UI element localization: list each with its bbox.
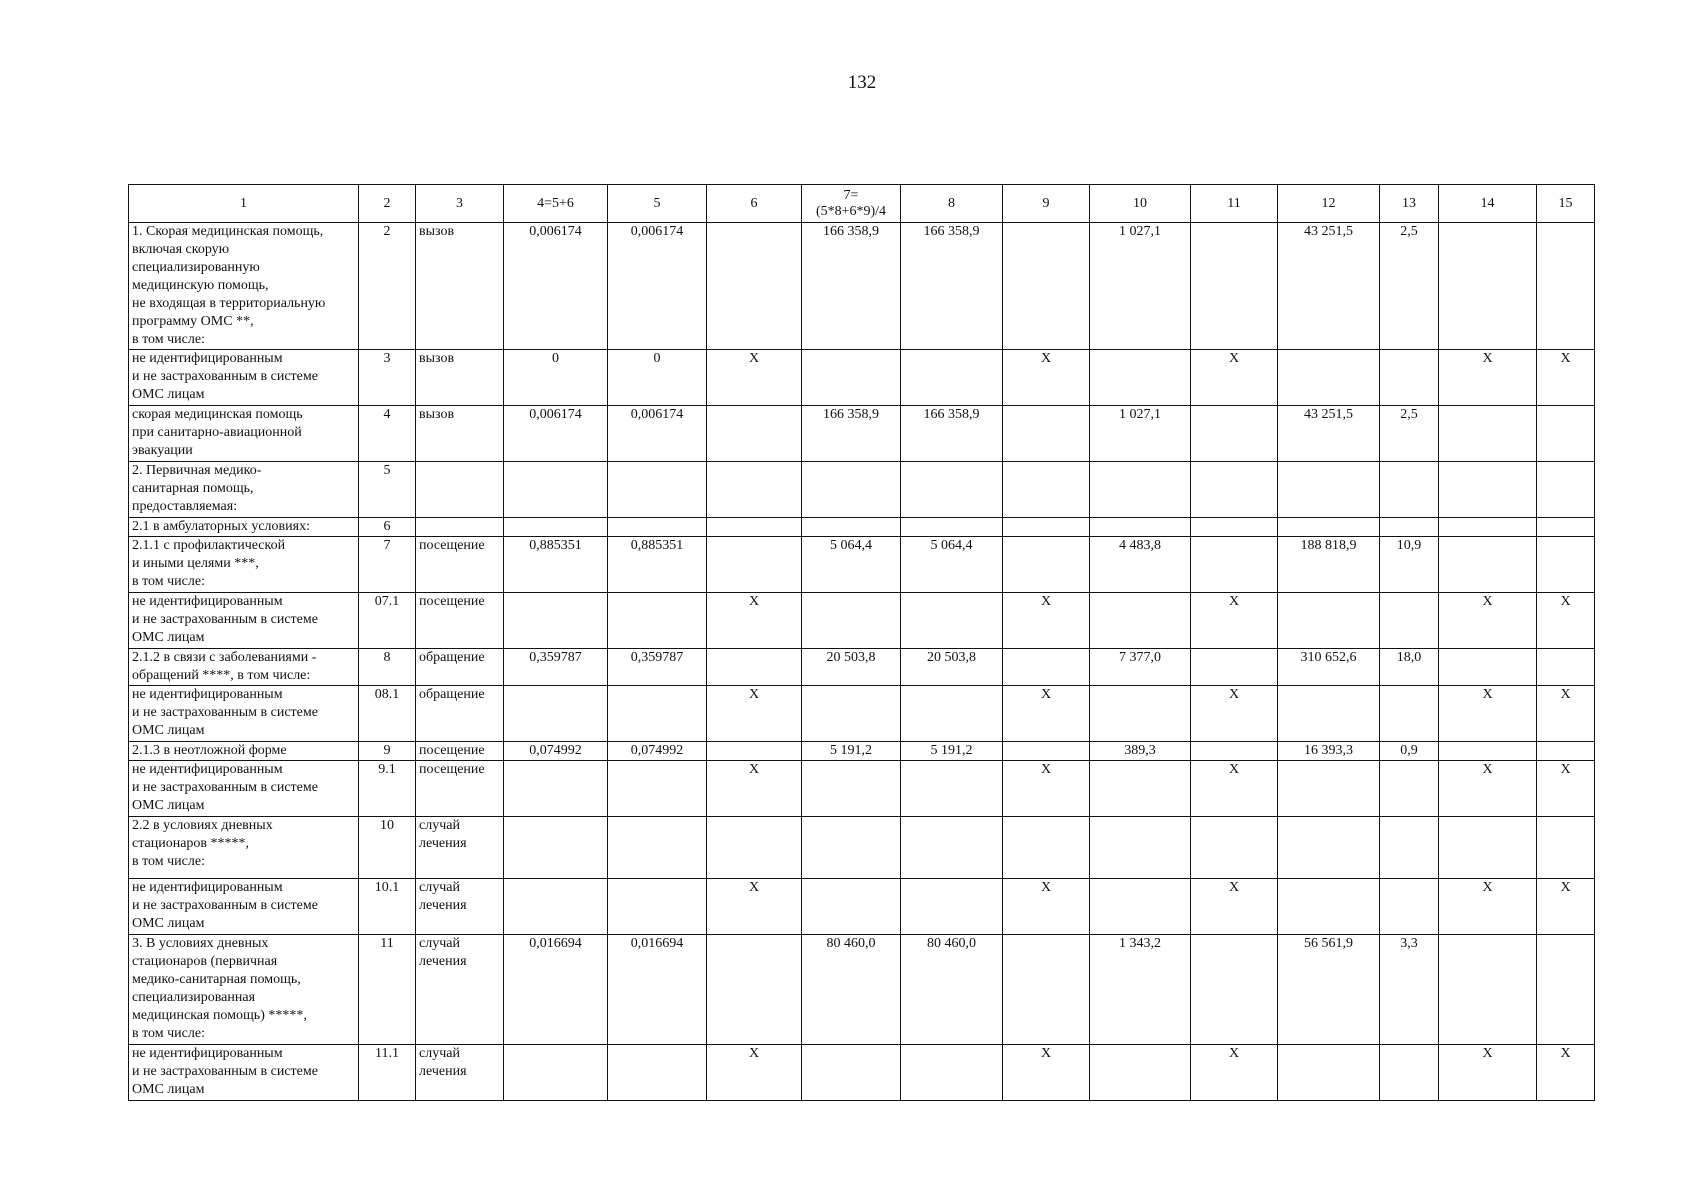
table-cell [1003, 518, 1090, 537]
column-header-9: 9 [1003, 185, 1090, 223]
table-cell: 166 358,9 [901, 223, 1003, 350]
table-cell [1439, 817, 1537, 879]
table-cell [1191, 742, 1278, 761]
column-header-3: 3 [416, 185, 504, 223]
table-cell [608, 593, 707, 649]
table-cell [802, 879, 901, 935]
column-header-8: 8 [901, 185, 1003, 223]
table-cell [1191, 223, 1278, 350]
table-cell: X [1003, 350, 1090, 406]
table-cell: вызов [416, 350, 504, 406]
table-cell: 5 191,2 [901, 742, 1003, 761]
table-cell [1090, 1045, 1191, 1101]
table-row [129, 537, 1595, 593]
table-cell: 1 027,1 [1090, 406, 1191, 462]
table-cell [1090, 462, 1191, 518]
table-cell [1003, 223, 1090, 350]
table-cell: 5 064,4 [901, 537, 1003, 593]
table-cell [1191, 935, 1278, 1045]
table-cell [901, 817, 1003, 879]
table-cell [901, 686, 1003, 742]
table-row [129, 761, 1595, 817]
column-header-5: 5 [608, 185, 707, 223]
table-cell: 166 358,9 [901, 406, 1003, 462]
table-cell: 1 343,2 [1090, 935, 1191, 1045]
column-header-15: 15 [1537, 185, 1595, 223]
table-row [129, 406, 1595, 462]
column-header-6: 6 [707, 185, 802, 223]
table-cell: X [1191, 350, 1278, 406]
table-cell: 3. В условиях дневных стационаров (первичная медико-санитарная помощь, специализированная медицинская помощь) *****, в том числе: [129, 935, 359, 1045]
table-cell [1090, 593, 1191, 649]
table-cell [1003, 817, 1090, 879]
table-cell: 5 [359, 462, 416, 518]
table-cell: X [1537, 761, 1595, 817]
table-cell: 10,9 [1380, 537, 1439, 593]
data-table [128, 184, 1595, 1101]
table-cell [1439, 518, 1537, 537]
table-cell [1278, 593, 1380, 649]
table-cell: 7 377,0 [1090, 649, 1191, 686]
table-cell [802, 817, 901, 879]
table-cell [416, 518, 504, 537]
table-cell [1090, 686, 1191, 742]
table-cell [504, 761, 608, 817]
table-cell: X [1537, 350, 1595, 406]
table-cell: не идентифицированным и не застрахованным в системе ОМС лицам [129, 686, 359, 742]
table-cell [504, 817, 608, 879]
table-cell [1537, 742, 1595, 761]
column-header-11: 11 [1191, 185, 1278, 223]
table-cell [1191, 406, 1278, 462]
table-cell: не идентифицированным и не застрахованным в системе ОМС лицам [129, 879, 359, 935]
table-cell [707, 462, 802, 518]
table-cell: 0,016694 [504, 935, 608, 1045]
table-cell: случай лечения [416, 935, 504, 1045]
table-cell: 11 [359, 935, 416, 1045]
table-cell: 6 [359, 518, 416, 537]
table-cell: 0,006174 [504, 223, 608, 350]
table-row [129, 350, 1595, 406]
table-cell [707, 518, 802, 537]
table-cell [1090, 817, 1191, 879]
table-cell: не идентифицированным и не застрахованным в системе ОМС лицам [129, 1045, 359, 1101]
table-cell [1003, 935, 1090, 1045]
table-cell [1278, 761, 1380, 817]
table-row [129, 1045, 1595, 1101]
table-cell: X [1191, 686, 1278, 742]
table-cell: X [1191, 761, 1278, 817]
table-cell [1003, 462, 1090, 518]
page-number: 132 [847, 72, 877, 93]
table-cell: 2.2 в условиях дневных стационаров *****, в том числе: [129, 817, 359, 879]
table-cell: посещение [416, 593, 504, 649]
table-cell: посещение [416, 742, 504, 761]
table-cell: 2.1.3 в неотложной форме [129, 742, 359, 761]
table-cell: X [1439, 1045, 1537, 1101]
table-cell [1278, 686, 1380, 742]
table-cell [1537, 817, 1595, 879]
table-cell [1537, 223, 1595, 350]
table-cell: X [707, 686, 802, 742]
table-cell: X [707, 593, 802, 649]
table-row [129, 686, 1595, 742]
table-cell: 1. Скорая медицинская помощь, включая скорую специализированную медицинскую помощь, не входящая в территориальную программу ОМС **, в том числе: [129, 223, 359, 350]
table-cell: 0,016694 [608, 935, 707, 1045]
table-cell [1191, 518, 1278, 537]
table-cell: 2,5 [1380, 223, 1439, 350]
table-cell [1380, 686, 1439, 742]
table-cell: 18,0 [1380, 649, 1439, 686]
table-cell [1278, 1045, 1380, 1101]
table-cell [608, 761, 707, 817]
table-cell: X [1439, 350, 1537, 406]
table-cell [1537, 649, 1595, 686]
table-cell [1191, 462, 1278, 518]
table-cell: 08.1 [359, 686, 416, 742]
table-row [129, 817, 1595, 879]
table-cell [802, 761, 901, 817]
table-cell [504, 1045, 608, 1101]
table-cell: 5 064,4 [802, 537, 901, 593]
table-cell [901, 879, 1003, 935]
table-cell [608, 518, 707, 537]
table-cell [1090, 879, 1191, 935]
table-cell [1439, 537, 1537, 593]
column-header-14: 14 [1439, 185, 1537, 223]
table-cell: не идентифицированным и не застрахованным в системе ОМС лицам [129, 761, 359, 817]
table-cell [1380, 879, 1439, 935]
table-cell [802, 350, 901, 406]
table-cell: 16 393,3 [1278, 742, 1380, 761]
table-cell: 11.1 [359, 1045, 416, 1101]
table-cell [901, 1045, 1003, 1101]
table-cell: 0 [504, 350, 608, 406]
table-row [129, 935, 1595, 1045]
table-cell [1439, 742, 1537, 761]
table-cell [608, 462, 707, 518]
column-header-2: 2 [359, 185, 416, 223]
table-cell [707, 406, 802, 462]
table-cell: X [1439, 761, 1537, 817]
table-cell [901, 462, 1003, 518]
table-cell: X [1191, 593, 1278, 649]
table-cell: 43 251,5 [1278, 223, 1380, 350]
table-cell: 310 652,6 [1278, 649, 1380, 686]
column-header-12: 12 [1278, 185, 1380, 223]
table-cell: X [707, 1045, 802, 1101]
table-cell: X [1003, 761, 1090, 817]
table-cell [504, 518, 608, 537]
column-header-4: 4=5+6 [504, 185, 608, 223]
table-cell: не идентифицированным и не застрахованным в системе ОМС лицам [129, 350, 359, 406]
table-row [129, 593, 1595, 649]
table-cell [1278, 462, 1380, 518]
table-cell: X [1191, 879, 1278, 935]
table-cell: вызов [416, 406, 504, 462]
table-cell [504, 462, 608, 518]
table-cell: X [1191, 1045, 1278, 1101]
table-cell [1537, 537, 1595, 593]
table-cell: X [1003, 879, 1090, 935]
table-cell [901, 350, 1003, 406]
table-cell: X [1537, 593, 1595, 649]
table-cell: X [707, 350, 802, 406]
table-cell [1003, 537, 1090, 593]
table-cell [1537, 518, 1595, 537]
table-cell: 2,5 [1380, 406, 1439, 462]
table-row [129, 462, 1595, 518]
table-cell [901, 518, 1003, 537]
table-cell [1439, 649, 1537, 686]
table-cell: X [1537, 686, 1595, 742]
column-header-10: 10 [1090, 185, 1191, 223]
column-header-1: 1 [129, 185, 359, 223]
table-cell [1003, 742, 1090, 761]
table-cell [707, 223, 802, 350]
table-cell [901, 593, 1003, 649]
table-cell: 0,074992 [504, 742, 608, 761]
table-cell [504, 879, 608, 935]
table-cell [802, 1045, 901, 1101]
table-cell [1090, 761, 1191, 817]
table-cell: 9 [359, 742, 416, 761]
table-cell: 0 [608, 350, 707, 406]
table-cell [608, 879, 707, 935]
table-cell [1278, 350, 1380, 406]
table-cell: случай лечения [416, 879, 504, 935]
table-cell: случай лечения [416, 1045, 504, 1101]
table-cell: X [1003, 686, 1090, 742]
table-cell: случай лечения [416, 817, 504, 879]
table-cell [1003, 406, 1090, 462]
table-cell: 10.1 [359, 879, 416, 935]
table-cell [1191, 649, 1278, 686]
table-cell [416, 462, 504, 518]
table-cell [1380, 593, 1439, 649]
table-cell: X [1439, 879, 1537, 935]
table-cell [1380, 761, 1439, 817]
table-cell: X [1003, 593, 1090, 649]
table-cell: 0,006174 [608, 223, 707, 350]
table-row [129, 879, 1595, 935]
table-cell [1278, 879, 1380, 935]
table-cell: вызов [416, 223, 504, 350]
table-cell [802, 686, 901, 742]
table-cell: 389,3 [1090, 742, 1191, 761]
table-cell [707, 742, 802, 761]
table-cell: не идентифицированным и не застрахованным в системе ОМС лицам [129, 593, 359, 649]
table-cell: 56 561,9 [1278, 935, 1380, 1045]
table-cell [1090, 518, 1191, 537]
table-cell [1439, 462, 1537, 518]
table-cell [1439, 935, 1537, 1045]
table-cell: скорая медицинская помощь при санитарно-авиационной эвакуации [129, 406, 359, 462]
table-cell: 166 358,9 [802, 223, 901, 350]
table-cell: 8 [359, 649, 416, 686]
table-cell [1191, 537, 1278, 593]
table-cell: 188 818,9 [1278, 537, 1380, 593]
table-cell [1278, 817, 1380, 879]
table-cell [1191, 817, 1278, 879]
table-cell: 0,006174 [608, 406, 707, 462]
table-row [129, 742, 1595, 761]
table-row [129, 223, 1595, 350]
table-cell [504, 686, 608, 742]
column-header-13: 13 [1380, 185, 1439, 223]
table-cell: 3,3 [1380, 935, 1439, 1045]
table-cell [504, 593, 608, 649]
table-cell: 3 [359, 350, 416, 406]
table-cell [1537, 406, 1595, 462]
table-cell: 0,006174 [504, 406, 608, 462]
table-cell [901, 761, 1003, 817]
table-cell: 20 503,8 [802, 649, 901, 686]
table-cell: 2.1 в амбулаторных условиях: [129, 518, 359, 537]
table-cell [1380, 350, 1439, 406]
table-cell: 2 [359, 223, 416, 350]
table-cell: 4 [359, 406, 416, 462]
table-cell: 7 [359, 537, 416, 593]
column-header-7: 7= (5*8+6*9)/4 [802, 185, 901, 223]
table-cell: 0,074992 [608, 742, 707, 761]
table-cell: 20 503,8 [901, 649, 1003, 686]
table-cell: 80 460,0 [802, 935, 901, 1045]
table-cell: 2. Первичная медико- санитарная помощь, предоставляемая: [129, 462, 359, 518]
table-cell: X [1439, 686, 1537, 742]
table-cell: 5 191,2 [802, 742, 901, 761]
table-cell [1537, 462, 1595, 518]
table-cell [1380, 518, 1439, 537]
table-cell [1439, 223, 1537, 350]
table-cell: 0,359787 [608, 649, 707, 686]
table-cell: посещение [416, 537, 504, 593]
table-cell: 0,885351 [504, 537, 608, 593]
table-cell: 10 [359, 817, 416, 879]
table-cell: X [707, 879, 802, 935]
table-cell [707, 817, 802, 879]
table-cell: 2.1.2 в связи с заболеваниями - обращений ****, в том числе: [129, 649, 359, 686]
table-cell: 80 460,0 [901, 935, 1003, 1045]
table-cell [608, 1045, 707, 1101]
table-cell: 4 483,8 [1090, 537, 1191, 593]
table-cell [608, 686, 707, 742]
table-cell: 2.1.1 с профилактической и иными целями ***, в том числе: [129, 537, 359, 593]
table-cell [707, 649, 802, 686]
table-cell [1380, 1045, 1439, 1101]
table-cell: 0,885351 [608, 537, 707, 593]
table-cell [707, 537, 802, 593]
table-cell: посещение [416, 761, 504, 817]
table-cell [802, 462, 901, 518]
table-cell [802, 518, 901, 537]
table-cell: X [1537, 1045, 1595, 1101]
table-cell [1090, 350, 1191, 406]
table-cell: обращение [416, 649, 504, 686]
table-cell: X [1003, 1045, 1090, 1101]
table-cell: 43 251,5 [1278, 406, 1380, 462]
table-cell [1003, 649, 1090, 686]
table-cell: X [1537, 879, 1595, 935]
table-row [129, 649, 1595, 686]
table-cell: 9.1 [359, 761, 416, 817]
table-cell [608, 817, 707, 879]
table-cell: 0,359787 [504, 649, 608, 686]
table-cell [1278, 518, 1380, 537]
table-cell: 07.1 [359, 593, 416, 649]
table-cell: 166 358,9 [802, 406, 901, 462]
table-cell [802, 593, 901, 649]
table-cell [1537, 935, 1595, 1045]
table-cell [707, 935, 802, 1045]
table-cell: X [707, 761, 802, 817]
table-cell: X [1439, 593, 1537, 649]
header-row [129, 185, 1595, 223]
table-cell: обращение [416, 686, 504, 742]
table-row [129, 518, 1595, 537]
table-cell: 1 027,1 [1090, 223, 1191, 350]
table-cell [1380, 817, 1439, 879]
table-cell: 0,9 [1380, 742, 1439, 761]
table-cell [1380, 462, 1439, 518]
table-cell [1439, 406, 1537, 462]
